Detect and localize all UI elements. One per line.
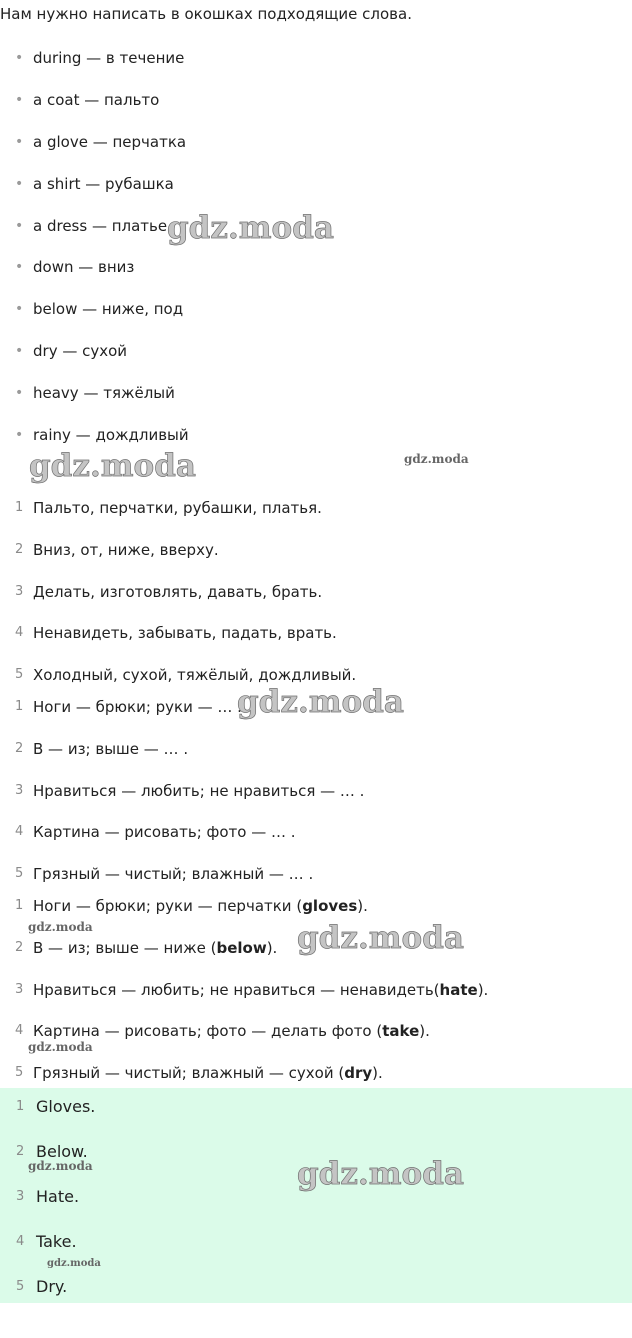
bullet-icon: • (15, 217, 24, 234)
list-item: 3 Нравиться — любить; не нравиться — ненавидеть(hate). (15, 980, 489, 999)
watermark: gdz.moda (404, 452, 469, 466)
list-item: 3 Нравиться — любить; не нравиться — … . (15, 781, 365, 800)
bullet-icon: • (15, 385, 24, 402)
watermark: gdz.moda (297, 920, 464, 956)
bullet-icon: • (15, 259, 24, 276)
bullet-icon: • (15, 91, 24, 108)
list-item: 3 Делать, изготовлять, давать, брать. (15, 582, 323, 601)
vocabulary-item: • a glove — перчатка (0, 122, 189, 164)
list-item: 1 Ноги — брюки; руки — перчатки (gloves). (15, 897, 368, 915)
bullet-icon: • (15, 301, 24, 318)
intro-text: Нам нужно написать в окошках подходящие слова. (0, 5, 412, 23)
analogies-list (0, 697, 364, 896)
bullet-icon: • (15, 343, 24, 360)
watermark: gdz.moda (29, 448, 196, 484)
watermark: gdz.moda (28, 1159, 93, 1173)
list-item: 1 Ноги — брюки; руки — … . (15, 698, 242, 716)
list-item: 2 В — из; выше — … . (15, 739, 189, 758)
list-item: 5 Грязный — чистый; влажный — … . (15, 865, 314, 884)
vocabulary-item: • a shirt — рубашка (0, 164, 189, 206)
list-item: 5 Холодный, сухой, тяжёлый, дождливый. (15, 666, 357, 685)
answers-list (0, 1096, 95, 1321)
vocabulary-item: • a coat — пальто (0, 80, 189, 122)
list-item: 2 Вниз, от, ниже, вверху. (15, 540, 219, 559)
watermark: gdz.moda (167, 210, 334, 246)
list-item: 4 Ненавидеть, забывать, падать, врать. (15, 624, 337, 643)
vocabulary-item: • below — ниже, под (0, 289, 189, 331)
watermark: gdz.moda (47, 1258, 101, 1269)
bullet-icon: • (15, 50, 24, 66)
bullet-icon: • (15, 175, 24, 192)
list-item: 2 Below. (16, 1142, 88, 1161)
vocabulary-item: • during — в течение (0, 38, 189, 80)
list-item: 3 Hate. (16, 1187, 80, 1206)
bullet-icon: • (15, 133, 24, 150)
vocabulary-item: • dry — сухой (0, 331, 189, 373)
watermark: gdz.moda (237, 684, 404, 720)
odd-one-out-list (0, 498, 356, 697)
watermark: gdz.moda (297, 1156, 464, 1192)
vocabulary-item: • heavy — тяжёлый (0, 373, 189, 415)
list-item: 4 Take. (16, 1232, 77, 1251)
list-item: 5 Грязный — чистый; влажный — сухой (dry). (15, 1064, 383, 1083)
bullet-icon: • (15, 427, 24, 444)
answers-box (0, 1088, 632, 1303)
filled-answers-list (0, 896, 488, 1087)
vocabulary-list (0, 38, 189, 457)
list-item: 4 Картина — рисовать; фото — … . (15, 823, 296, 842)
vocabulary-item: • rainy — дождливый (0, 415, 189, 457)
list-item: 1 Gloves. (16, 1097, 96, 1116)
list-item: 2 В — из; выше — ниже (below). (15, 938, 278, 957)
list-item: 1 Пальто, перчатки, рубашки, платья. (15, 499, 322, 517)
list-item: 5 Dry. (16, 1277, 68, 1296)
watermark: gdz.moda (28, 1040, 93, 1054)
list-item: 4 Картина — рисовать; фото — делать фото (take). (15, 1022, 430, 1041)
vocabulary-item: • a dress — платье (0, 206, 189, 248)
vocabulary-item: • down — вниз (0, 247, 189, 289)
watermark: gdz.moda (28, 920, 93, 934)
